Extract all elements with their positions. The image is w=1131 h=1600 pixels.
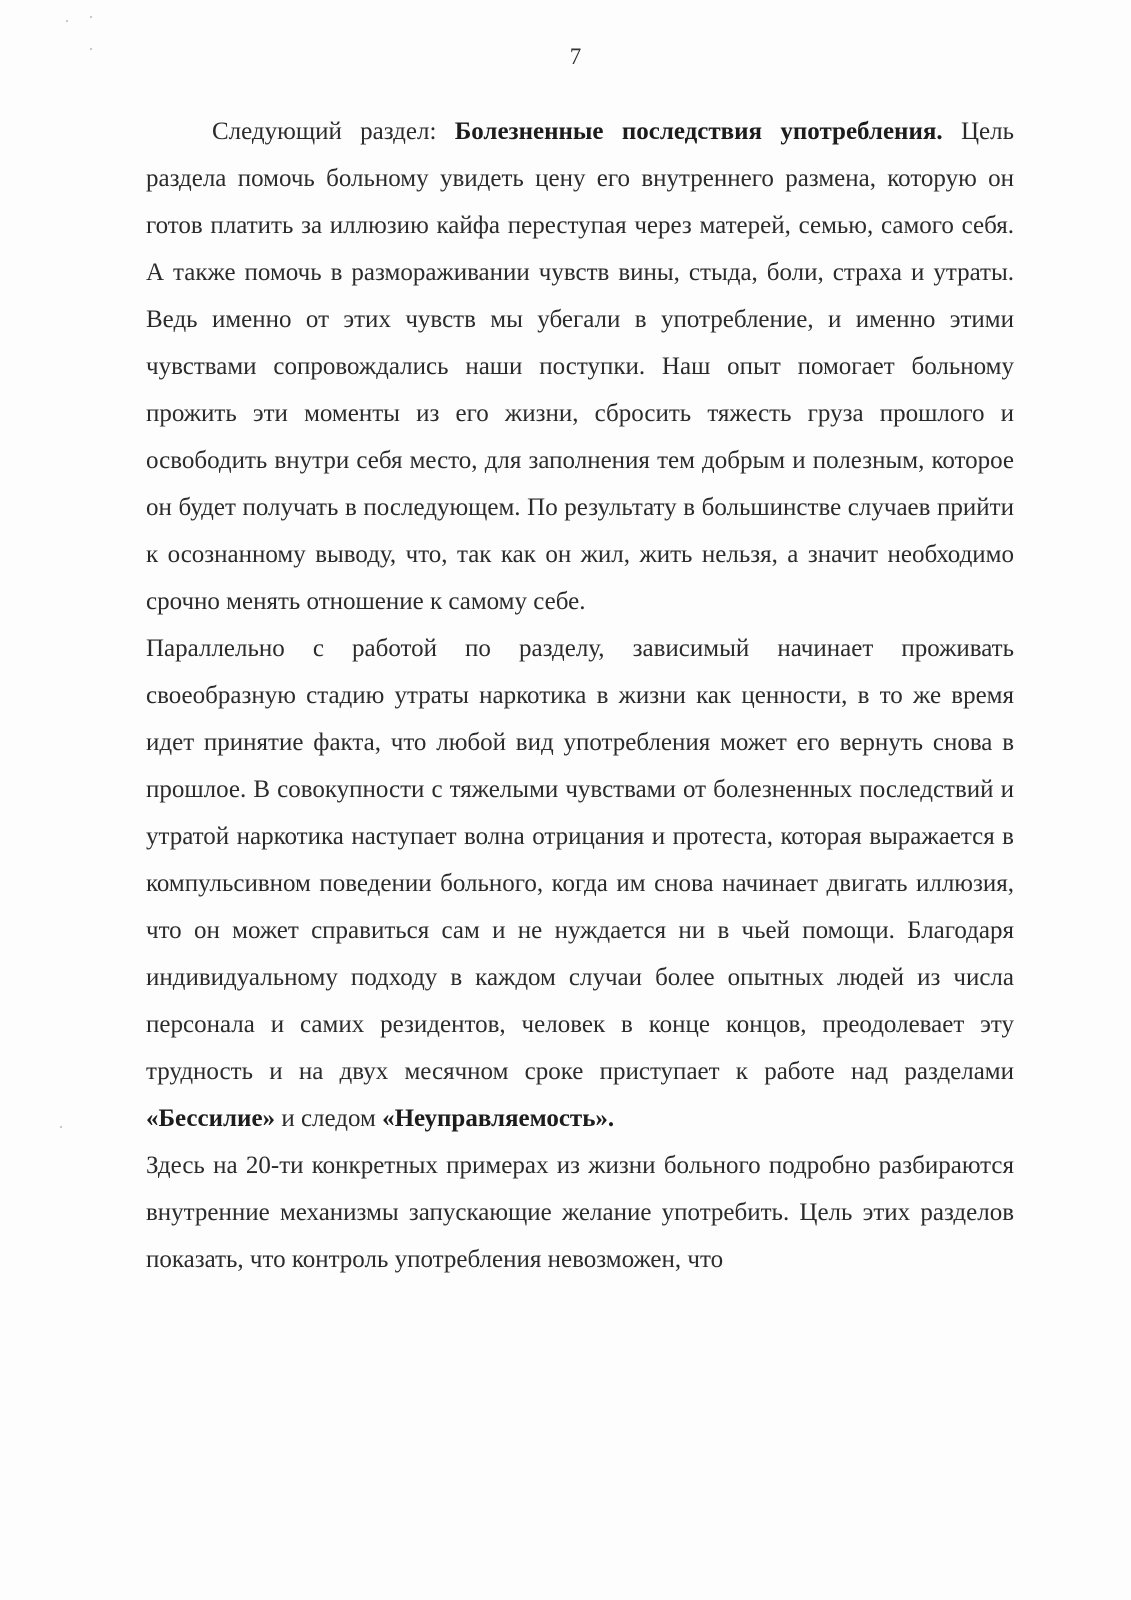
scan-speck [60,1126,62,1128]
paragraph-body: Цель раздела помочь больному увидеть цену его внутреннего размена, которую он готов платить за иллюзию кайфа переступая через матерей, семью, самого себя. А также помочь в размораживании чувств вины, стыда, боли, страха и утраты. Ведь именно от этих чувств мы убегали в употребление, и именно этими чувствами сопровождались наши поступки. Наш опыт помогает больному прожить эти моменты из его жизни, сбросить тяжесть груза прошлого и освободить внутри себя место, для заполнения тем добрым и полезным, которое он будет получать в последующем. По результату в большинстве случаев прийти к осознанному выводу, что, так как он жил, жить нельзя, а значит необходимо срочно менять отношение к самому себе. [146,118,1014,615]
scan-speck [90,16,92,18]
paragraph-body: Здесь на 20-ти конкретных примерах из жизни больного подробно разбираются внутренние механизмы запускающие желание употребить. Цель этих разделов показать, что контроль употребления невозможен, что [146,1152,1014,1273]
section-title-consequences: Болезненные последствия употребления. [454,118,943,145]
paragraph-intro: Следующий раздел: [212,118,455,145]
page-number: 7 [569,44,582,69]
paragraph-loss-stage [146,625,1014,1142]
scan-speck [66,20,68,22]
paragraph-body: Параллельно с работой по разделу, зависимый начинает проживать своеобразную стадию утраты наркотика в жизни как ценности, в то же время идет принятие факта, что любой вид употребления может его вернуть снова в прошлое. В совокупности с тяжелыми чувствами от болезненных последствий и утратой наркотика наступает волна отрицания и протеста, которая выражается в компульсивном поведении больного, когда им снова начинает двигать иллюзия, что он может справиться сам и не нуждается ни в чьей помощи. Благодаря индивидуальному подходу в каждом случаи более опытных людей из числа персонала и самих резидентов, человек в конце концов, преодолевает эту трудность и на двух месячном сроке приступает к работе над разделами [146,635,1014,1085]
body-text [146,108,1014,1283]
section-title-powerlessness: «Бессилие» [146,1105,276,1132]
paragraph-connector: и следом [275,1105,383,1132]
paragraph-consequences [146,108,1014,625]
section-title-unmanageability: «Неуправляемость». [382,1105,615,1132]
paragraph-examples [146,1142,1014,1283]
